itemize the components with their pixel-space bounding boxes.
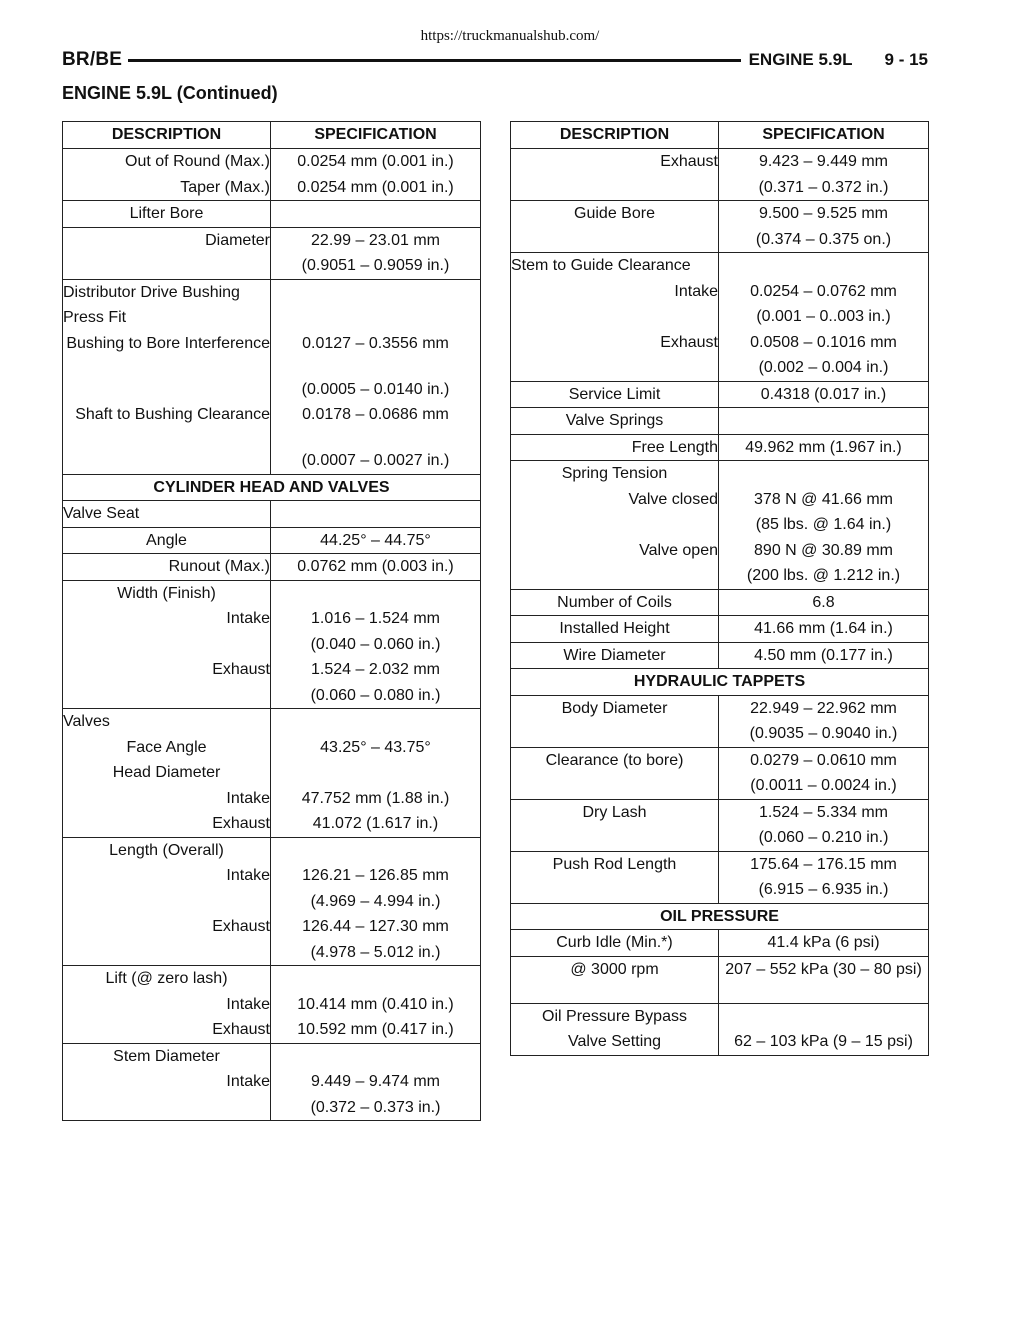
spec-value: (0.0005 – 0.0140 in.) (301, 380, 450, 398)
row-label: Service Limit (568, 385, 661, 403)
page-number: 9 - 15 (884, 50, 928, 69)
spec-value: 41.66 mm (1.64 in.) (754, 620, 893, 637)
row-label (63, 377, 270, 403)
table-header-row (63, 122, 481, 149)
row-label: Valve Setting (567, 1033, 662, 1050)
row-label: Intake (226, 610, 270, 627)
row-label: Angle (146, 531, 187, 549)
row-label: @ 3000 rpm (570, 960, 659, 978)
spec-value (719, 1004, 928, 1030)
spec-value: (0.002 – 0.004 in.) (758, 359, 889, 376)
spec-value: 0.0178 – 0.0686 mm (302, 406, 449, 423)
description-cell (511, 642, 719, 669)
spec-value: 0.0762 mm (0.003 in.) (297, 558, 454, 575)
description-cell (63, 580, 271, 709)
table-row (511, 930, 929, 957)
row-label: Bushing to Bore Interference (66, 334, 270, 352)
spec-value: 43.25° – 43.75° (320, 738, 431, 756)
row-label: Stem to Guide Clearance (511, 257, 691, 274)
description-cell (511, 434, 719, 461)
table-row (511, 461, 929, 590)
spec-value: 62 – 103 kPa (9 – 15 psi) (734, 1033, 913, 1050)
spec-value: 1.524 – 5.334 mm (759, 803, 888, 821)
spec-value: 22.99 – 23.01 mm (311, 231, 440, 249)
row-label: Valve closed (628, 490, 718, 508)
row-label: Guide Bore (574, 205, 655, 222)
table-row (63, 966, 481, 1044)
row-label: Out of Round (Max.) (125, 153, 270, 170)
spec-value: 0.0279 – 0.0610 mm (750, 751, 897, 769)
spec-cell (271, 966, 481, 1044)
row-label: Intake (226, 1073, 270, 1090)
spec-value: 41.4 kPa (6 psi) (767, 934, 880, 951)
table-row (63, 201, 481, 228)
row-label (511, 512, 718, 538)
spec-cell (271, 1043, 481, 1121)
spec-cell (719, 461, 929, 590)
row-label (511, 563, 718, 589)
row-label (63, 889, 270, 915)
spec-table-left (62, 121, 481, 1121)
spec-value (271, 201, 480, 227)
row-label: Exhaust (660, 333, 718, 351)
row-label: Intake (674, 282, 718, 300)
spec-value: 0.0508 – 0.1016 mm (750, 333, 897, 351)
spec-value: 175.64 – 176.15 mm (750, 855, 897, 873)
spec-cell (719, 799, 929, 851)
table-row (511, 695, 929, 747)
description-cell (511, 461, 719, 590)
table-row (511, 149, 929, 201)
spec-value: 47.752 mm (1.88 in.) (301, 789, 450, 807)
description-cell (63, 279, 271, 474)
spec-cell (719, 851, 929, 903)
description-cell (511, 1003, 719, 1055)
group-header-row (511, 669, 929, 696)
spec-value: 126.44 – 127.30 mm (302, 918, 449, 935)
table-row (63, 709, 481, 838)
spec-cell (719, 642, 929, 669)
spec-value: (0.372 – 0.373 in.) (310, 1098, 441, 1116)
source-url[interactable]: https://truckmanualshub.com/ (420, 28, 600, 44)
spec-value: 9.423 – 9.449 mm (759, 153, 888, 170)
spec-value: (0.001 – 0..003 in.) (756, 308, 891, 325)
spec-value (271, 581, 480, 607)
spec-cell (271, 580, 481, 709)
group-header-label: HYDRAULIC TAPPETS (633, 673, 806, 690)
spec-value: (0.060 – 0.210 in.) (758, 829, 889, 846)
row-label: Press Fit (63, 309, 127, 326)
description-cell (63, 527, 271, 554)
spec-value: 0.4318 (0.017 in.) (760, 385, 887, 403)
header-section: ENGINE 5.9L (748, 50, 853, 69)
spec-value: 0.0254 mm (0.001 in.) (297, 178, 454, 196)
description-cell (511, 616, 719, 643)
row-label: Exhaust (212, 1021, 270, 1038)
description-cell (511, 956, 719, 1003)
spec-value: (0.371 – 0.372 in.) (758, 178, 889, 196)
spec-cell (271, 501, 481, 528)
description-cell (511, 381, 719, 408)
row-label (63, 683, 270, 709)
row-label: Taper (Max.) (180, 178, 270, 196)
spec-value: (0.0011 – 0.0024 in.) (750, 777, 897, 794)
row-label: Installed Height (559, 620, 670, 637)
description-cell (63, 709, 271, 838)
description-cell (63, 227, 271, 279)
row-label: Shaft to Bushing Clearance (75, 406, 270, 423)
row-label (511, 304, 718, 330)
spec-value: (0.040 – 0.060 in.) (310, 635, 441, 653)
spec-value (271, 838, 480, 864)
group-header-oil-pressure (511, 903, 929, 930)
description-cell (63, 501, 271, 528)
row-label: Free Length (631, 438, 718, 456)
spec-value: (0.9051 – 0.9059 in.) (301, 257, 450, 274)
table-row (511, 381, 929, 408)
spec-cell (719, 253, 929, 382)
spec-cell (271, 201, 481, 228)
header-right (749, 50, 928, 70)
table-header-row (511, 122, 929, 149)
spec-cell (719, 747, 929, 799)
row-label: Lift (@ zero lash) (105, 970, 228, 987)
table-row (511, 616, 929, 643)
spec-cell (271, 709, 481, 838)
description-cell (63, 966, 271, 1044)
spec-value: 378 N @ 41.66 mm (754, 490, 893, 508)
spec-value: (6.915 – 6.935 in.) (758, 881, 889, 898)
column-header-description: DESCRIPTION (63, 122, 271, 149)
spec-value: 22.949 – 22.962 mm (750, 699, 897, 717)
spec-value (719, 461, 928, 487)
row-label: Push Rod Length (552, 855, 677, 873)
spec-value: (200 lbs. @ 1.212 in.) (746, 567, 901, 584)
spec-cell (719, 930, 929, 957)
spec-value: 6.8 (812, 593, 835, 611)
row-label: Intake (226, 867, 270, 884)
column-header-specification: SPECIFICATION (719, 122, 929, 149)
spec-value: 44.25° – 44.75° (320, 531, 431, 549)
spec-cell (719, 381, 929, 408)
row-label: Runout (Max.) (168, 558, 270, 575)
group-header-label: OIL PRESSURE (660, 907, 779, 925)
table-row (511, 201, 929, 253)
table-row (63, 227, 481, 279)
row-label: Diameter (205, 231, 270, 249)
spec-table-right (510, 121, 929, 1056)
spec-cell (271, 837, 481, 966)
spec-value (271, 305, 480, 331)
spec-value: 10.592 mm (0.417 in.) (297, 1021, 454, 1038)
table-row (63, 1043, 481, 1121)
header-rule (128, 59, 740, 62)
table-row (63, 279, 481, 474)
description-cell (63, 149, 271, 201)
spec-value (271, 966, 480, 992)
row-label: Length (Overall) (109, 841, 224, 859)
table-row (511, 408, 929, 435)
table-row (511, 799, 929, 851)
spec-value (719, 408, 928, 434)
group-header-row (63, 474, 481, 501)
description-cell (63, 1043, 271, 1121)
row-label: Width (Finish) (117, 584, 216, 602)
table-row (63, 501, 481, 528)
spec-value: (0.9035 – 0.9040 in.) (749, 725, 898, 742)
row-label: Stem Diameter (113, 1047, 220, 1065)
row-label: Valve Seat (63, 505, 140, 522)
group-header-hydraulic-tappets (511, 669, 929, 696)
spec-value: 10.414 mm (0.410 in.) (297, 995, 454, 1013)
spec-cell (271, 554, 481, 581)
description-cell (511, 253, 719, 382)
row-label: Exhaust (212, 661, 270, 678)
table-row (511, 747, 929, 799)
row-label (63, 632, 270, 658)
row-label: Oil Pressure Bypass (542, 1007, 687, 1025)
spec-cell (271, 227, 481, 279)
row-label: Dry Lash (582, 803, 647, 821)
group-header-label: CYLINDER HEAD AND VALVES (153, 478, 390, 496)
row-label: Distributor Drive Bushing (63, 283, 240, 301)
section-title: ENGINE 5.9L (Continued) (62, 83, 278, 103)
group-header-row (511, 903, 929, 930)
spec-value: 0.0254 mm (0.001 in.) (297, 153, 454, 170)
spec-value: 890 N @ 30.89 mm (754, 541, 893, 559)
description-cell (63, 554, 271, 581)
table-row (511, 589, 929, 616)
spec-value: (4.978 – 5.012 in.) (310, 943, 441, 961)
spec-value: (0.0007 – 0.0027 in.) (301, 452, 450, 469)
spec-cell (719, 201, 929, 253)
table-row (511, 1003, 929, 1055)
spec-value (271, 280, 480, 306)
spec-cell (271, 279, 481, 474)
description-cell (511, 695, 719, 747)
row-label: Intake (226, 789, 270, 807)
description-cell (511, 930, 719, 957)
table-row (63, 554, 481, 581)
description-cell (511, 799, 719, 851)
row-label (63, 448, 270, 474)
table-row (511, 851, 929, 903)
spec-value (271, 760, 480, 786)
spec-value: (0.374 – 0.375 on.) (755, 230, 892, 248)
spec-value: 1.524 – 2.032 mm (311, 661, 440, 678)
spec-value: 126.21 – 126.85 mm (302, 867, 449, 884)
group-header-cylinder-head (63, 474, 481, 501)
spec-cell (719, 956, 929, 1003)
description-cell (511, 747, 719, 799)
row-label: Face Angle (126, 738, 207, 756)
spec-value: 1.016 – 1.524 mm (311, 610, 440, 627)
spec-cell (719, 434, 929, 461)
row-label (511, 355, 718, 381)
row-label: Clearance (to bore) (545, 751, 684, 769)
spec-value (271, 1044, 480, 1070)
description-cell (63, 201, 271, 228)
table-row (511, 956, 929, 1003)
spec-value: 9.449 – 9.474 mm (311, 1073, 440, 1090)
table-row (511, 642, 929, 669)
row-label: Number of Coils (557, 593, 672, 611)
spec-value (719, 253, 928, 279)
table-row (63, 149, 481, 201)
row-label: Exhaust (660, 153, 718, 170)
spec-cell (271, 527, 481, 554)
spec-cell (271, 149, 481, 201)
page-header (62, 48, 928, 72)
spec-value: (85 lbs. @ 1.64 in.) (755, 516, 892, 533)
spec-value (271, 501, 480, 527)
spec-value: 207 – 552 kPa (30 – 80 psi) (725, 960, 922, 978)
spec-value: (4.969 – 4.994 in.) (310, 892, 441, 910)
description-cell (63, 837, 271, 966)
row-label (63, 940, 270, 966)
description-cell (511, 851, 719, 903)
spec-value: (0.060 – 0.080 in.) (310, 686, 441, 704)
spec-cell (719, 408, 929, 435)
spec-value: 4.50 mm (0.177 in.) (754, 646, 893, 664)
table-row (63, 527, 481, 554)
row-label: Valves (63, 713, 110, 730)
spec-value: 9.500 – 9.525 mm (759, 205, 888, 222)
row-label: Lifter Bore (129, 205, 204, 222)
table-row (511, 434, 929, 461)
spec-cell (719, 695, 929, 747)
spec-cell (719, 149, 929, 201)
spec-value: 49.962 mm (1.967 in.) (745, 438, 902, 456)
row-label: Wire Diameter (563, 646, 666, 664)
row-label: Intake (226, 995, 270, 1013)
row-label: Body Diameter (561, 699, 668, 717)
row-label: Exhaust (212, 918, 270, 935)
row-label (63, 1095, 270, 1121)
column-header-specification: SPECIFICATION (271, 122, 481, 149)
row-label: Spring Tension (561, 465, 668, 482)
spec-value: 0.0254 – 0.0762 mm (750, 282, 897, 300)
spec-cell (719, 589, 929, 616)
table-row (63, 837, 481, 966)
column-header-description: DESCRIPTION (511, 122, 719, 149)
description-cell (511, 201, 719, 253)
row-label: Head Diameter (112, 764, 221, 781)
spec-value (271, 709, 480, 735)
description-cell (511, 408, 719, 435)
row-label: Valve open (639, 541, 718, 559)
spec-value: 0.0127 – 0.3556 mm (302, 334, 449, 352)
spec-cell (719, 616, 929, 643)
description-cell (511, 589, 719, 616)
table-row (511, 253, 929, 382)
row-label: Curb Idle (Min.*) (556, 934, 673, 951)
header-model: BR/BE (62, 49, 123, 70)
spec-cell (719, 1003, 929, 1055)
row-label: Exhaust (212, 815, 270, 832)
spec-value: 41.072 (1.617 in.) (312, 815, 439, 832)
row-label: Valve Springs (565, 412, 664, 429)
table-row (63, 580, 481, 709)
description-cell (511, 149, 719, 201)
